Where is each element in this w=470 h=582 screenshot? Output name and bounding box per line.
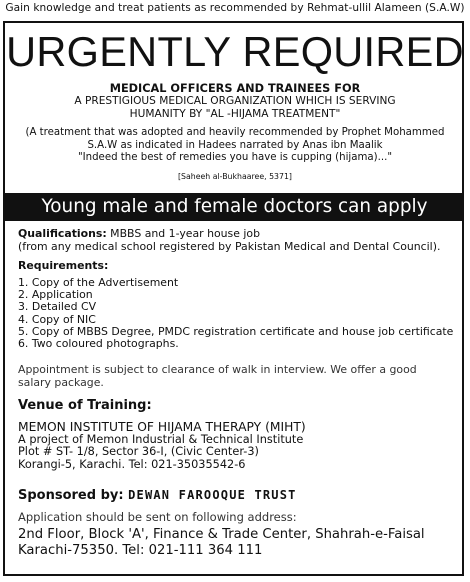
appointment-line-1: Appointment is subject to clearance of walk in interview. We offer a good <box>18 363 417 376</box>
list-item: 4. Copy of NIC <box>18 312 96 326</box>
list-item: 5. Copy of MBBS Degree, PMDC registration certificate and house job certificate <box>18 324 454 338</box>
list-item: 3. Detailed CV <box>18 300 97 314</box>
mailing-address <box>18 527 458 559</box>
list-item: 2. Application <box>18 288 93 302</box>
headline: URGENTLY REQUIRED <box>6 28 464 75</box>
venue-line-4: Korangi-5, Karachi. Tel: 021-35035542-6 <box>18 457 246 471</box>
hadith-line-1: (A treatment that was adopted and heavily recommended by Prophet Mohammed <box>25 127 445 138</box>
hadith-source: [Saheeh al-Bukhaaree, 5371] <box>178 172 292 181</box>
hadith-line-3: "Indeed the best of remedies you have is cupping (hijama)..." <box>77 152 393 163</box>
requirements-list <box>18 277 458 350</box>
venue-details <box>18 421 458 471</box>
appointment-note <box>18 363 458 389</box>
address-line-1: 2nd Floor, Block 'A', Finance & Trade Center, Shahrah-e-Faisal <box>18 527 425 542</box>
sponsor-label: Sponsored by: <box>18 488 124 503</box>
list-item: 6. Two coloured photographs. <box>18 336 179 350</box>
venue-name: MEMON INSTITUTE OF HIJAMA THERAPY (MIHT) <box>18 420 306 434</box>
qualifications-label: Qualifications: <box>18 227 107 240</box>
qualifications-section <box>18 228 458 253</box>
list-item: 1. Copy of the Advertisement <box>18 276 179 289</box>
hadith-line-2: S.A.W as indicated in Hadees narrated by Anas ibn Maalik <box>87 139 383 151</box>
qualifications-note: (from any medical school registered by Pakistan Medical and Dental Council). <box>18 239 441 253</box>
org-line-2: HUMANITY BY "AL -HIJAMA TREATMENT" <box>129 108 341 120</box>
qualifications-value: MBBS and 1-year house job <box>106 227 260 240</box>
org-line-1: A PRESTIGIOUS MEDICAL ORGANIZATION WHICH IS SERVING <box>74 95 396 107</box>
subheading: MEDICAL OFFICERS AND TRAINEES FOR <box>109 82 361 95</box>
venue-label: Venue of Training: <box>18 398 152 413</box>
sponsor-name: DEWAN FAROOQUE TRUST <box>128 488 297 502</box>
sponsor-line <box>18 489 458 503</box>
eligibility-banner: Young male and female doctors can apply <box>5 193 464 221</box>
top-line: Gain knowledge and treat patients as recommended by Rehmat-ullil Alameen (S.A.W) <box>5 2 465 14</box>
address-line-2: Karachi-75350. Tel: 021-111 364 111 <box>18 543 263 558</box>
requirements-label: Requirements: <box>18 259 109 272</box>
venue-line-3: Plot # ST- 1/8, Sector 36-I, (Civic Center-3) <box>18 445 259 458</box>
hadith-quote <box>0 127 470 165</box>
organization-description <box>0 95 470 121</box>
appointment-line-2: salary package. <box>18 376 104 389</box>
apply-instruction: Application should be sent on following address: <box>18 510 297 524</box>
venue-line-2: A project of Memon Industrial & Technical Institute <box>18 432 304 446</box>
